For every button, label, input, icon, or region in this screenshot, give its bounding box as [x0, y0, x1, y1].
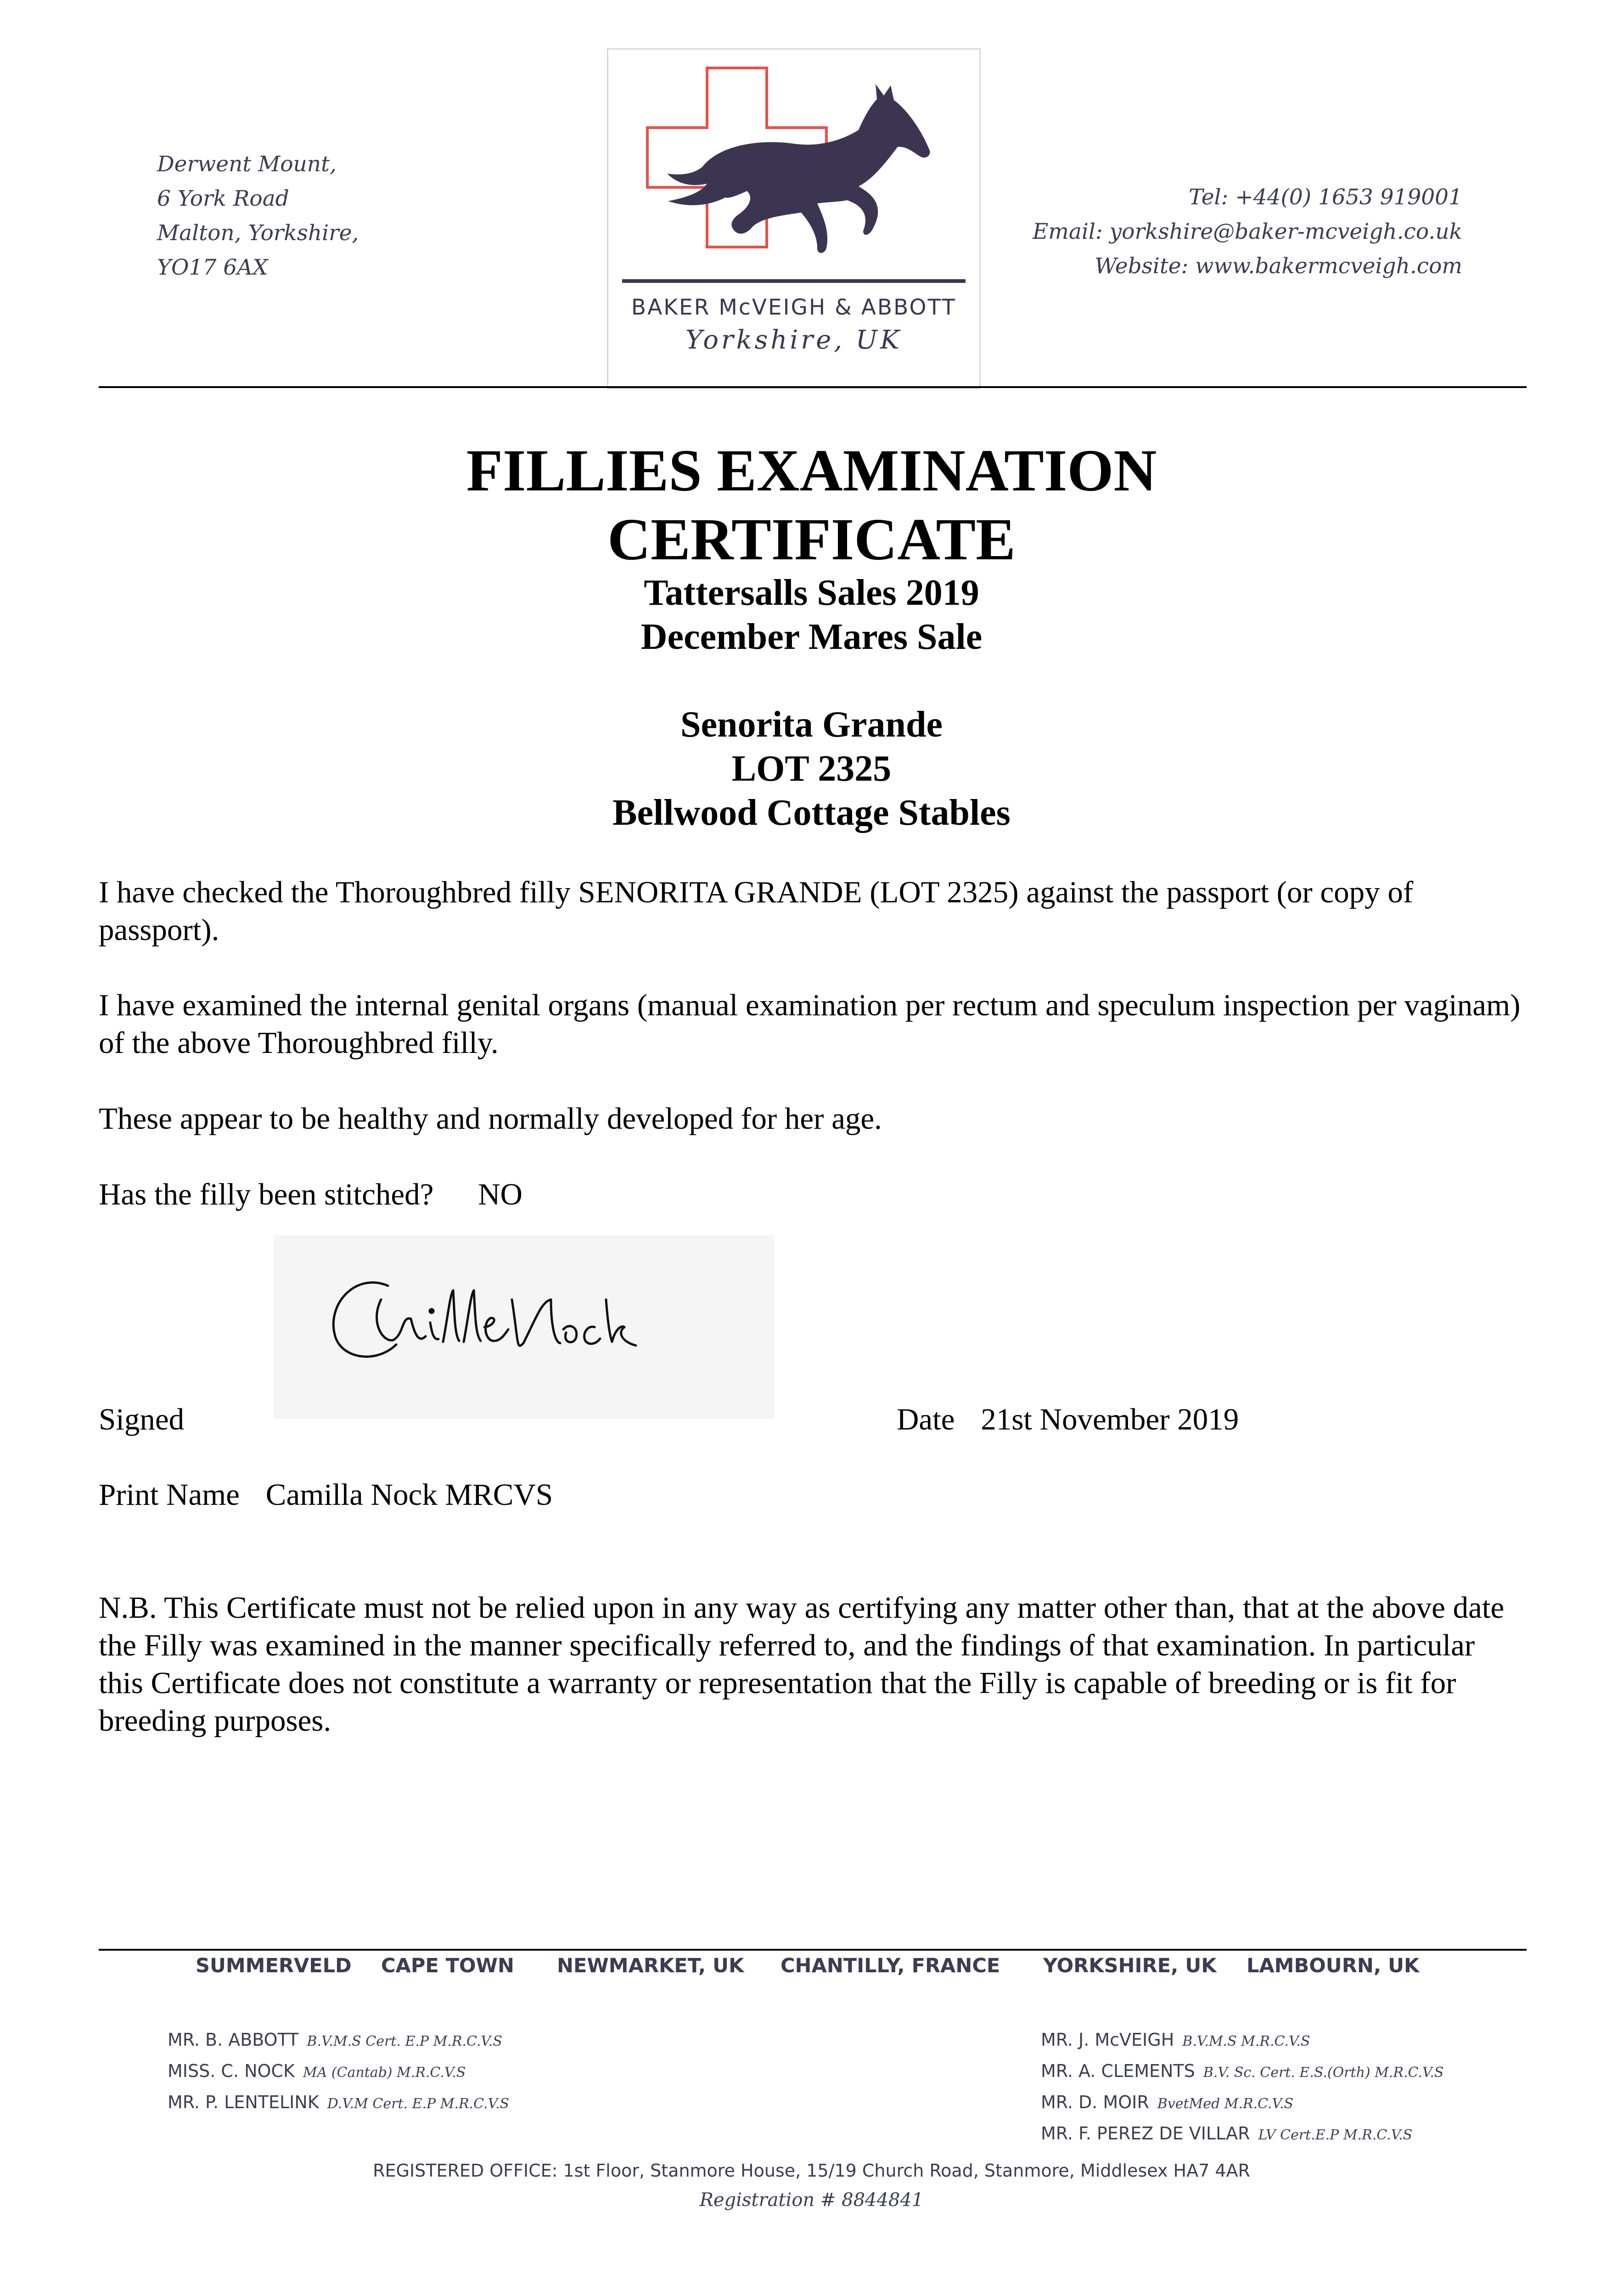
date-label: Date: [897, 1402, 955, 1436]
title-line-1: FILLIES EXAMINATION: [466, 438, 1157, 504]
header-divider: [99, 386, 1527, 388]
handwritten-signature: [273, 1235, 775, 1419]
registration-number: Registration # 8844841: [699, 2189, 924, 2211]
vet-list-right: [1041, 2025, 1443, 2150]
vet-entry: MR. F. PEREZ DE VILLAR LV Cert.E.P M.R.C.V.S: [1041, 2123, 1413, 2144]
sale-title: Tattersalls Sales 2019: [644, 573, 979, 613]
horse-name: Senorita Grande: [680, 704, 943, 745]
practice-address: [157, 147, 359, 285]
vet-entry: MR. A. CLEMENTS B.V. Sc. Cert. E.S.(Orth) M.R.C.V.S: [1041, 2061, 1444, 2081]
horse-info: [0, 703, 1623, 835]
findings-paragraph: These appear to be healthy and normally developed for her age.: [99, 1102, 882, 1136]
disclaimer-paragraph: N.B. This Certificate must not be relied upon in any way as certifying any matter other than, that at the above date the Filly was examined in the manner specifically referred to, and the findings of that examination. In particular this Certificate does not constitute a warranty or representation that the Filly is capable of breeding or is fit for breeding purposes.: [99, 1591, 1505, 1738]
logo-horse-icon: [608, 50, 979, 293]
address-line: 6 York Road: [157, 186, 289, 211]
address-line: Malton, Yorkshire,: [157, 220, 359, 246]
vendor-name: Bellwood Cottage Stables: [612, 793, 1011, 833]
stitched-answer: NO: [478, 1177, 522, 1211]
office-chantilly: CHANTILLY, FRANCE: [781, 1954, 1000, 1977]
office-cape-town: CAPE TOWN: [381, 1954, 514, 1977]
stitched-question: Has the filly been stitched?: [99, 1177, 434, 1211]
vet-list-left: [168, 2025, 509, 2119]
vet-entry: MR. P. LENTELINK D.V.M Cert. E.P M.R.C.V.S: [168, 2092, 510, 2112]
registered-office: REGISTERED OFFICE: 1st Floor, Stanmore House, 15/19 Church Road, Stanmore, Middlesex HA7 4AR: [373, 2161, 1250, 2181]
logo-place: Yorkshire, UK: [685, 325, 902, 355]
date-row: [897, 1401, 1239, 1438]
print-name-value: Camilla Nock MRCVS: [265, 1478, 553, 1512]
title-line-2: CERTIFICATE: [607, 506, 1016, 573]
lot-number: LOT 2325: [731, 748, 892, 789]
practice-logo: [607, 48, 981, 389]
passport-check-paragraph: I have checked the Thoroughbred filly SENORITA GRANDE (LOT 2325) against the passport (or copy of passport).: [99, 875, 1414, 947]
practice-contact: [1033, 180, 1462, 283]
contact-website: Website: www.bakermcveigh.com: [1095, 253, 1462, 279]
stitched-row: [99, 1176, 1527, 1213]
office-newmarket: NEWMARKET, UK: [557, 1954, 744, 1977]
vet-entry: MR. J. McVEIGH B.V.M.S M.R.C.V.S: [1041, 2030, 1310, 2050]
office-summerveld: SUMMERVELD: [196, 1954, 352, 1977]
vet-entry: MR. D. MOIR BvetMed M.R.C.V.S: [1041, 2092, 1294, 2112]
signature-image: [273, 1235, 775, 1419]
examination-paragraph: I have examined the internal genital organs (manual examination per rectum and speculum inspection per vaginam) of the above Thoroughbred filly.: [99, 988, 1521, 1060]
contact-phone: Tel: +44(0) 1653 919001: [1189, 185, 1462, 210]
vet-entry: MR. B. ABBOTT B.V.M.S Cert. E.P M.R.C.V.S: [168, 2030, 502, 2050]
date-value: 21st November 2019: [981, 1402, 1239, 1436]
vet-entry: MISS. C. NOCK MA (Cantab) M.R.C.V.S: [168, 2061, 466, 2081]
sale-info: [0, 571, 1623, 659]
address-line: Derwent Mount,: [157, 152, 337, 177]
certificate-title: [0, 436, 1623, 574]
contact-email: Email: yorkshire@baker-mcveigh.co.uk: [1032, 219, 1462, 244]
footer-divider: [99, 1949, 1527, 1951]
address-line: YO17 6AX: [157, 255, 268, 280]
signed-label: Signed: [99, 1402, 185, 1436]
office-lambourn: LAMBOURN, UK: [1247, 1954, 1420, 1977]
logo-name: BAKER McVEIGH & ABBOTT: [631, 295, 957, 320]
office-yorkshire: YORKSHIRE, UK: [1043, 1954, 1217, 1977]
sale-name: December Mares Sale: [640, 617, 983, 657]
print-name-row: [99, 1476, 1527, 1514]
print-name-label: Print Name: [99, 1478, 240, 1512]
